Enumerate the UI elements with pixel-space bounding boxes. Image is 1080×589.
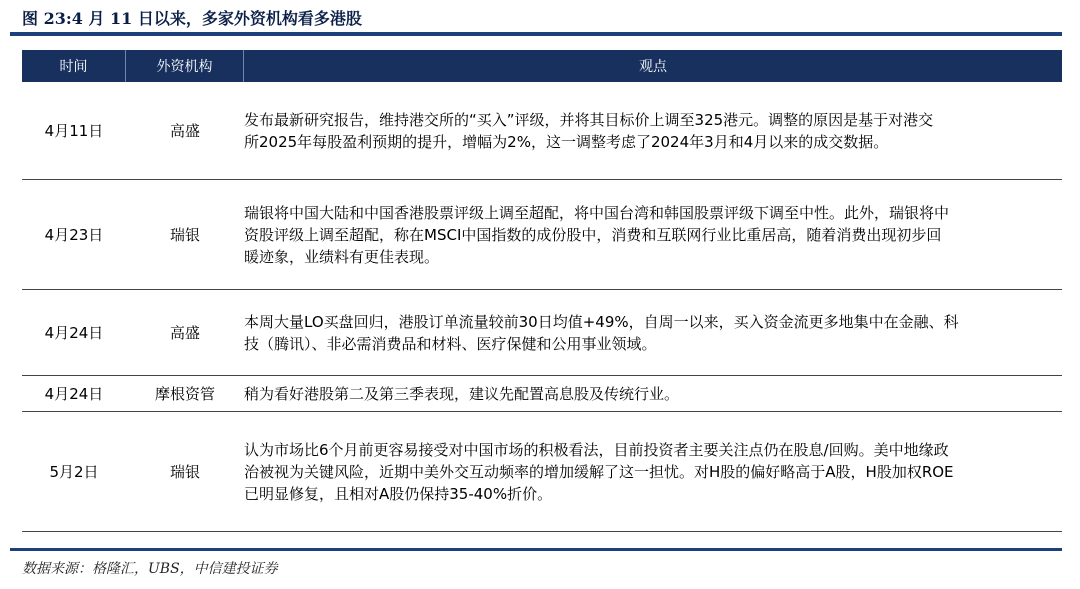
row-date: 4月23日 [44,226,104,244]
table-row [22,376,1062,412]
row-view: 认为市场比6个月前更容易接受对中国市场的积极看法，目前投资者主要关注点仍在股息/回购。美中地缘政 治被视为关键风险，近期中美外交互动频率的增加缓解了这一担忧。对H股的偏好略高于A股，H股加权ROE 已明显修复，且相对A股仍保持35-40%折价。 [244,440,954,503]
row-date: 4月11日 [44,122,104,140]
row-view-cell [244,376,1062,411]
source-note: 数据来源：格隆汇，UBS，中信建投证券 [22,561,278,577]
figure-title: 图 23:4 月 11 日以来，多家外资机构看多港股 [22,9,362,28]
row-view-cell [244,180,1062,289]
row-date: 4月24日 [44,324,104,342]
bottom-rule [10,548,1062,551]
row-view-cell [244,82,1062,179]
table-row [22,290,1062,376]
row-date: 4月24日 [44,385,104,403]
views-table [22,50,1062,532]
row-institution: 瑞银 [169,463,200,481]
table-row [22,82,1062,180]
row-institution: 高盛 [169,122,200,140]
row-view: 本周大量LO买盘回归，港股订单流量较前30日均值+49%，自周一以来，买入资金流更多地集中在金融、科 技（腾讯）、非必需消费品和材料、医疗保健和公用事业领域。 [244,312,959,353]
row-institution: 摩根资管 [154,385,215,403]
header-view: 观点 [639,59,667,75]
row-institution: 高盛 [169,324,200,342]
row-view: 稍为看好港股第二及第三季表现，建议先配置高息股及传统行业。 [244,384,680,403]
row-date: 5月2日 [49,463,99,481]
table-header [22,50,1062,82]
table-row [22,180,1062,290]
row-institution: 瑞银 [169,226,200,244]
header-time: 时间 [22,50,126,82]
table-row [22,412,1062,532]
row-view-cell [244,412,1062,531]
row-view-cell [244,290,1062,375]
row-view: 发布最新研究报告，维持港交所的“买入”评级，并将其目标价上调至325港元。调整的原因是基于对港交 所2025年每股盈利预期的提升，增幅为2%，这一调整考虑了2024年3月和4月以来的成交数据。 [244,110,934,151]
header-institution: 外资机构 [126,50,244,82]
top-rule [10,32,1062,36]
row-view: 瑞银将中国大陆和中国香港股票评级上调至超配，将中国台湾和韩国股票评级下调至中性。此外，瑞银将中 资股评级上调至超配，称在MSCI中国指数的成份股中，消费和互联网行业比重居高，随着消费出现初步回 暖迹象，业绩料有更佳表现。 [244,203,950,266]
